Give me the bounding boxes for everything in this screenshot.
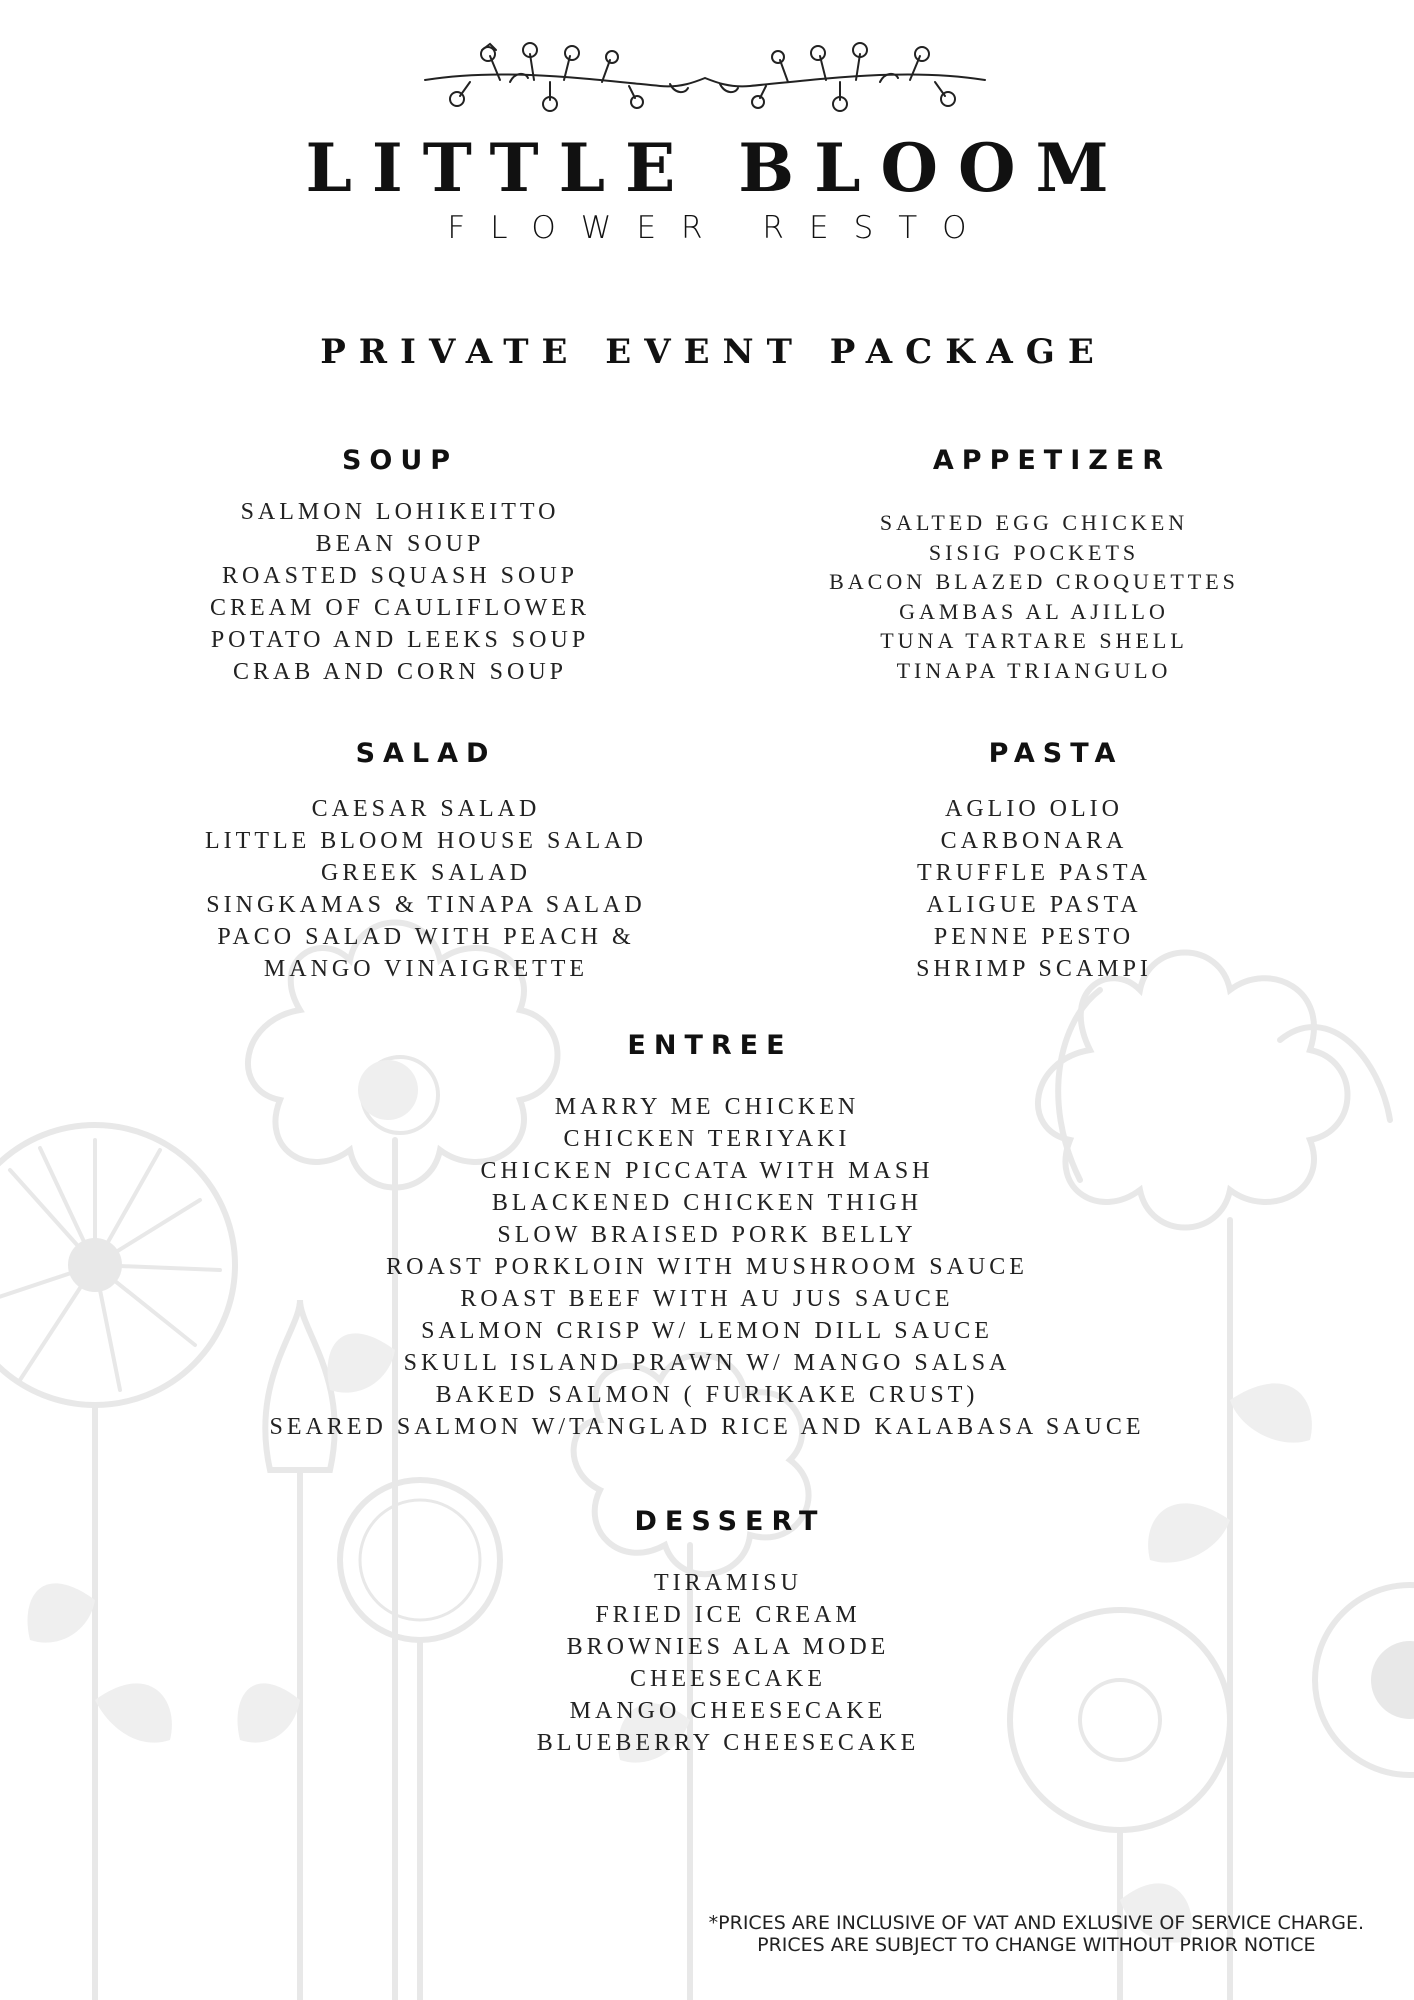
menu-item: MANGO CHEESECAKE bbox=[569, 1698, 887, 1724]
menu-item: ROAST BEEF WITH AU JUS SAUCE bbox=[460, 1286, 954, 1312]
menu-item: SISIG POCKETS bbox=[928, 539, 1140, 565]
pricing-note bbox=[709, 1912, 1364, 1956]
pricing-note-line-2: PRICES ARE SUBJECT TO CHANGE WITHOUT PRIOR NOTICE bbox=[757, 1934, 1316, 1956]
soup-items bbox=[100, 496, 700, 688]
menu-item: ALIGUE PASTA bbox=[926, 892, 1142, 918]
menu-item: GREEK SALAD bbox=[321, 860, 531, 886]
pasta-items bbox=[734, 793, 1334, 985]
menu-item: CHICKEN PICCATA WITH MASH bbox=[480, 1158, 934, 1184]
menu-item: SINGKAMAS & TINAPA SALAD bbox=[206, 892, 646, 918]
menu-item: BROWNIES ALA MODE bbox=[566, 1634, 890, 1660]
menu-item: BAKED SALMON ( FURIKAKE CRUST) bbox=[435, 1382, 979, 1408]
floral-vine-ornament bbox=[420, 38, 990, 118]
menu-item: BEAN SOUP bbox=[315, 531, 485, 557]
menu-item: SALMON LOHIKEITTO bbox=[240, 499, 560, 525]
menu-item: BACON BLAZED CROQUETTES bbox=[829, 569, 1239, 594]
menu-item: ROAST PORKLOIN WITH MUSHROOM SAUCE bbox=[386, 1254, 1028, 1280]
menu-item: TUNA TARTARE SHELL bbox=[880, 628, 1188, 653]
menu-item: GAMBAS AL AJILLO bbox=[899, 598, 1169, 624]
menu-item: TIRAMISU bbox=[653, 1570, 802, 1596]
menu-item: SALMON CRISP W/ LEMON DILL SAUCE bbox=[421, 1318, 993, 1344]
menu-item: LITTLE BLOOM HOUSE SALAD bbox=[205, 828, 647, 854]
menu-item: TRUFFLE PASTA bbox=[917, 860, 1151, 886]
entree-items bbox=[107, 1091, 1307, 1443]
menu-item: SHRIMP SCAMPI bbox=[916, 956, 1152, 982]
menu-item: BLUEBERRY CHEESECAKE bbox=[536, 1730, 920, 1756]
salad-items bbox=[126, 793, 726, 985]
menu-item: POTATO AND LEEKS SOUP bbox=[210, 627, 590, 653]
menu-item: CARBONARA bbox=[940, 828, 1128, 854]
menu-item: CREAM OF CAULIFLOWER bbox=[209, 595, 590, 621]
pricing-note-line-1: *PRICES ARE INCLUSIVE OF VAT AND EXLUSIVE OF SERVICE CHARGE. bbox=[708, 1912, 1364, 1934]
menu-item: MARRY ME CHICKEN bbox=[554, 1094, 860, 1120]
restaurant-name: LITTLE BLOOM bbox=[305, 129, 1129, 207]
menu-item: CHICKEN TERIYAKI bbox=[563, 1126, 851, 1152]
menu-item: CAESAR SALAD bbox=[311, 796, 541, 822]
menu-item: CHEESECAKE bbox=[630, 1666, 826, 1692]
appetizer-items bbox=[734, 508, 1334, 685]
menu-item: SEARED SALMON W/TANGLAD RICE AND KALABASA SAUCE bbox=[269, 1414, 1145, 1440]
soup-heading: SOUP bbox=[341, 445, 459, 476]
menu-item: PACO SALAD WITH PEACH & bbox=[217, 924, 635, 950]
menu-item: ROASTED SQUASH SOUP bbox=[221, 563, 579, 589]
dessert-heading: DESSERT bbox=[634, 1506, 826, 1537]
restaurant-subtitle: FLOWER RESTO bbox=[447, 210, 992, 246]
menu-item: CRAB AND CORN SOUP bbox=[232, 659, 568, 685]
menu-item: SALTED EGG CHICKEN bbox=[879, 510, 1189, 535]
menu-item: AGLIO OLIO bbox=[945, 796, 1123, 822]
menu-item: MANGO VINAIGRETTE bbox=[263, 956, 589, 982]
salad-heading: SALAD bbox=[355, 738, 497, 769]
menu-item: PENNE PESTO bbox=[933, 924, 1135, 950]
entree-heading: ENTREE bbox=[627, 1030, 793, 1061]
menu-item: SKULL ISLAND PRAWN W/ MANGO SALSA bbox=[403, 1350, 1011, 1376]
package-title: PRIVATE EVENT PACKAGE bbox=[320, 332, 1107, 372]
dessert-items bbox=[428, 1567, 1028, 1759]
menu-item: BLACKENED CHICKEN THIGH bbox=[491, 1190, 923, 1216]
menu-item: FRIED ICE CREAM bbox=[595, 1602, 861, 1628]
appetizer-heading: APPETIZER bbox=[932, 445, 1172, 476]
menu-item: SLOW BRAISED PORK BELLY bbox=[497, 1222, 917, 1248]
pasta-heading: PASTA bbox=[988, 738, 1124, 769]
menu-item: TINAPA TRIANGULO bbox=[896, 657, 1172, 683]
